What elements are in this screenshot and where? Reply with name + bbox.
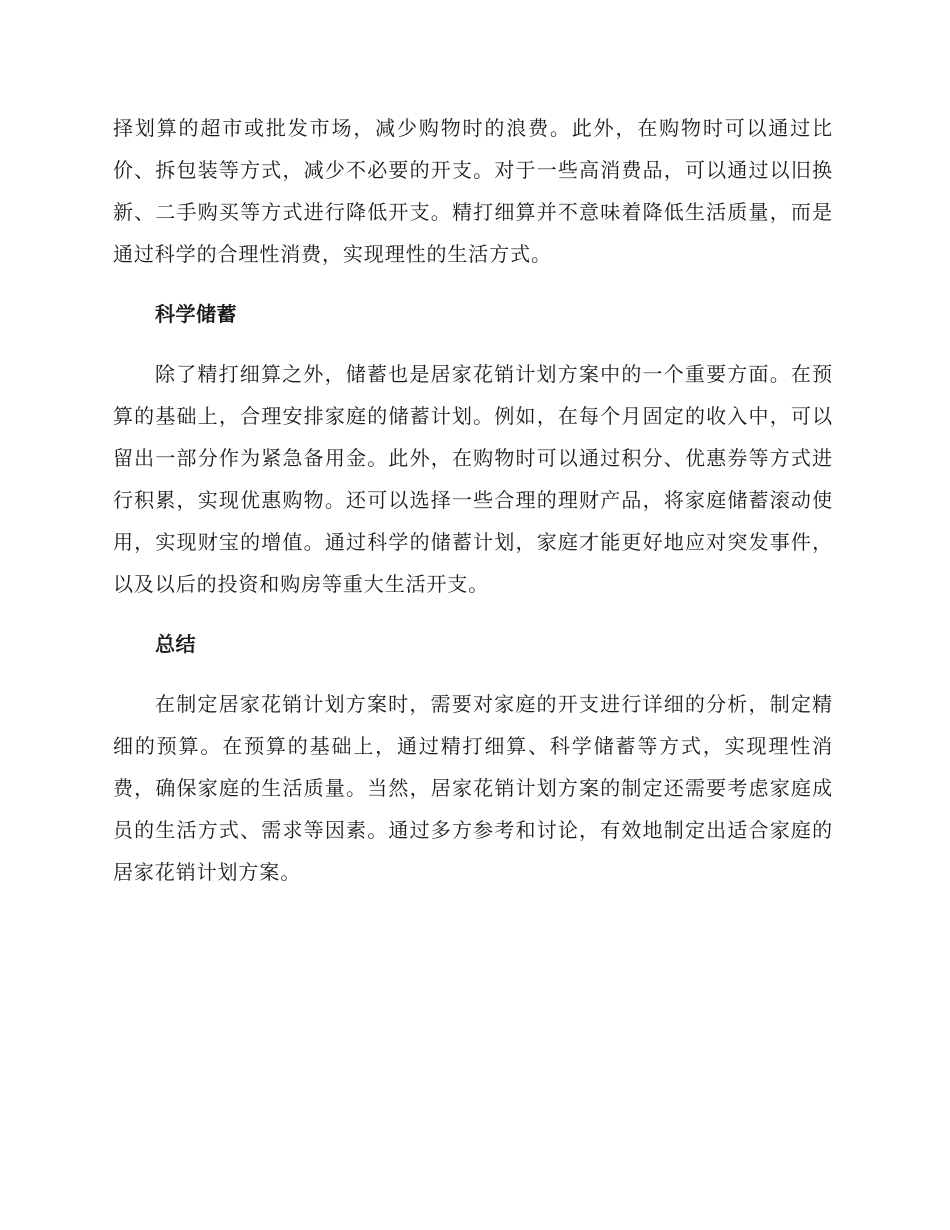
document-body [113, 107, 833, 893]
section-heading-savings: 科学储蓄 [155, 302, 237, 326]
section-spacer [113, 605, 833, 623]
section-spacer [113, 665, 833, 683]
section-spacer [113, 335, 833, 353]
section-heading-summary: 总结 [155, 632, 196, 656]
savings-paragraph: 除了精打细算之外，储蓄也是居家花销计划方案中的一个重要方面。在预算的基础上，合理安排家庭的储蓄计划。例如，在每个月固定的收入中，可以留出一部分作为紧急备用金。此外，在购物时可以通过积分、优惠券等方式进行积累，实现优惠购物。还可以选择一些合理的理财产品，将家庭储蓄滚动使用，实现财宝的增值。通过科学的储蓄计划，家庭才能更好地应对突发事件，以及以后的投资和购房等重大生活开支。 [113, 362, 833, 596]
summary-paragraph: 在制定居家花销计划方案时，需要对家庭的开支进行详细的分析，制定精细的预算。在预算的基础上，通过精打细算、科学储蓄等方式，实现理性消费，确保家庭的生活质量。当然，居家花销计划方案的制定还需要考虑家庭成员的生活方式、需求等因素。通过多方参考和讨论，有效地制定出适合家庭的居家花销计划方案。 [113, 692, 833, 884]
section-spacer [113, 275, 833, 293]
intro-paragraph: 择划算的超市或批发市场，减少购物时的浪费。此外，在购物时可以通过比价、拆包装等方式，减少不必要的开支。对于一些高消费品，可以通过以旧换新、二手购买等方式进行降低开支。精打细算并不意味着降低生活质量，而是通过科学的合理性消费，实现理性的生活方式。 [113, 116, 833, 266]
